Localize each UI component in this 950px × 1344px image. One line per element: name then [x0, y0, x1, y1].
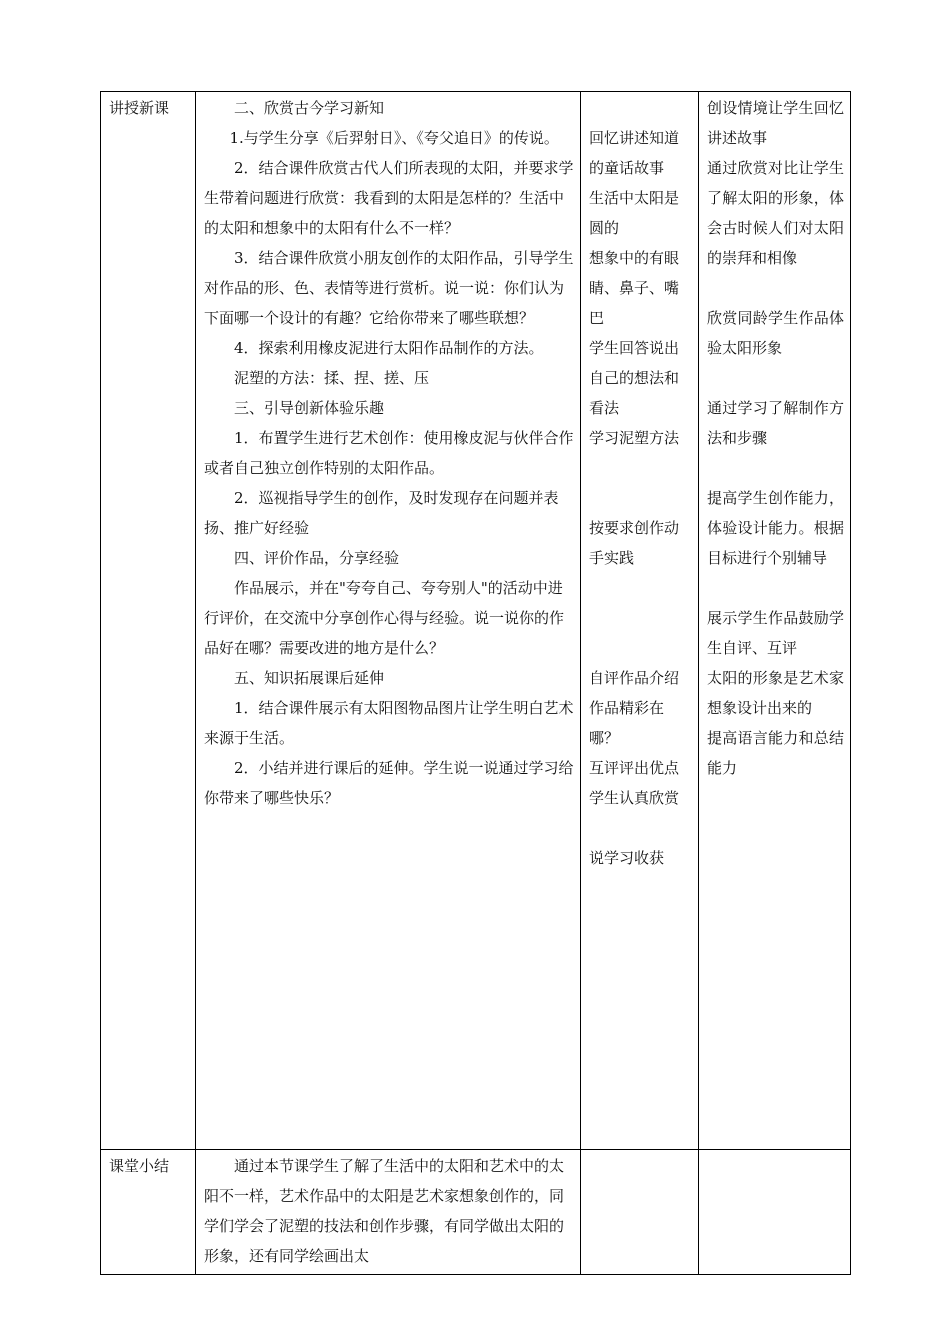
row-label-teaching: 讲授新课	[101, 92, 196, 1150]
student-line: 互评评出优点学生认真欣赏	[589, 759, 680, 807]
table-row-summary	[101, 1150, 851, 1275]
content-line: 2．结合课件欣赏古代人们所表现的太阳，并要求学生带着问题进行欣赏：我看到的太阳是怎样的？生活中的太阳和想象中的太阳有什么不一样？	[204, 159, 574, 237]
intent-line: 太阳的形象是艺术家想象设计出来的	[707, 669, 844, 717]
intent-line: 创设情境让学生回忆讲述故事	[707, 99, 844, 147]
content-line: 1．布置学生进行艺术创作：使用橡皮泥与伙伴合作或者自己独立创作特别的太阳作品。	[204, 429, 574, 477]
lesson-plan-table	[100, 91, 851, 1275]
student-line: 回忆讲述知道的童话故事	[589, 129, 680, 177]
summary-student-cell	[581, 1150, 699, 1275]
intent-line: 提高语言能力和总结能力	[707, 729, 844, 777]
intent-line: 通过学习了解制作方法和步骤	[707, 399, 844, 447]
intent-line: 欣赏同龄学生作品体验太阳形象	[707, 309, 844, 357]
summary-content-cell	[196, 1150, 581, 1275]
content-line: 二、欣赏古今学习新知	[234, 99, 385, 117]
content-line: 3．结合课件欣赏小朋友创作的太阳作品，引导学生对作品的形、色、表情等进行赏析。说一说：你们认为下面哪一个设计的有趣？它给你带来了哪些联想？	[204, 249, 574, 327]
design-intent-cell	[699, 92, 851, 1150]
summary-intent-cell	[699, 1150, 851, 1275]
summary-text: 通过本节课学生了解了生活中的太阳和艺术中的太阳不一样，艺术作品中的太阳是艺术家想象创作的，同学们学会了泥塑的技法和创作步骤，有同学做出太阳的形象，还有同学绘画出太	[204, 1157, 565, 1265]
content-line: 2．小结并进行课后的延伸。学生说一说通过学习给你带来了哪些快乐？	[204, 759, 574, 807]
student-line: 生活中太阳是圆的	[589, 189, 680, 237]
intent-line: 通过欣赏对比让学生了解太阳的形象，体会古时候人们对太阳的崇拜和相像	[707, 159, 844, 267]
content-line: 泥塑的方法：揉、捏、搓、压	[234, 369, 430, 387]
content-line: 1.与学生分享《后羿射日》、《夸父追日》的传说。	[229, 129, 559, 147]
content-line: 三、引导创新体验乐趣	[234, 399, 385, 417]
intent-line: 展示学生作品鼓励学生自评、互评	[707, 609, 844, 657]
content-line: 1．结合课件展示有太阳图物品图片让学生明白艺术来源于生活。	[204, 699, 574, 747]
content-line: 2．巡视指导学生的创作，及时发现存在问题并表扬、推广好经验	[204, 489, 559, 537]
content-line: 作品展示，并在"夸夸自己、夸夸别人"的活动中进行评价，在交流中分享创作心得与经验。说一说你的作品好在哪？需要改进的地方是什么？	[204, 579, 565, 657]
student-line: 想象中的有眼睛、鼻子、嘴巴	[589, 249, 680, 327]
table-row-teaching	[101, 92, 851, 1150]
student-activity-cell	[581, 92, 699, 1150]
content-line: 五、知识拓展课后延伸	[234, 669, 385, 687]
teaching-content-cell	[196, 92, 581, 1150]
intent-line: 提高学生创作能力，体验设计能力。根据目标进行个别辅导	[707, 489, 844, 567]
student-line: 学生回答说出自己的想法和看法	[589, 339, 680, 417]
content-line: 4．探索利用橡皮泥进行太阳作品制作的方法。	[234, 339, 544, 357]
content-line: 四、评价作品，分享经验	[234, 549, 400, 567]
student-line: 自评作品介绍作品精彩在哪？	[589, 669, 680, 747]
row-label-summary: 课堂小结	[101, 1150, 196, 1275]
student-line: 按要求创作动手实践	[589, 519, 680, 567]
student-line: 学习泥塑方法	[589, 429, 680, 447]
student-line: 说学习收获	[589, 849, 665, 867]
